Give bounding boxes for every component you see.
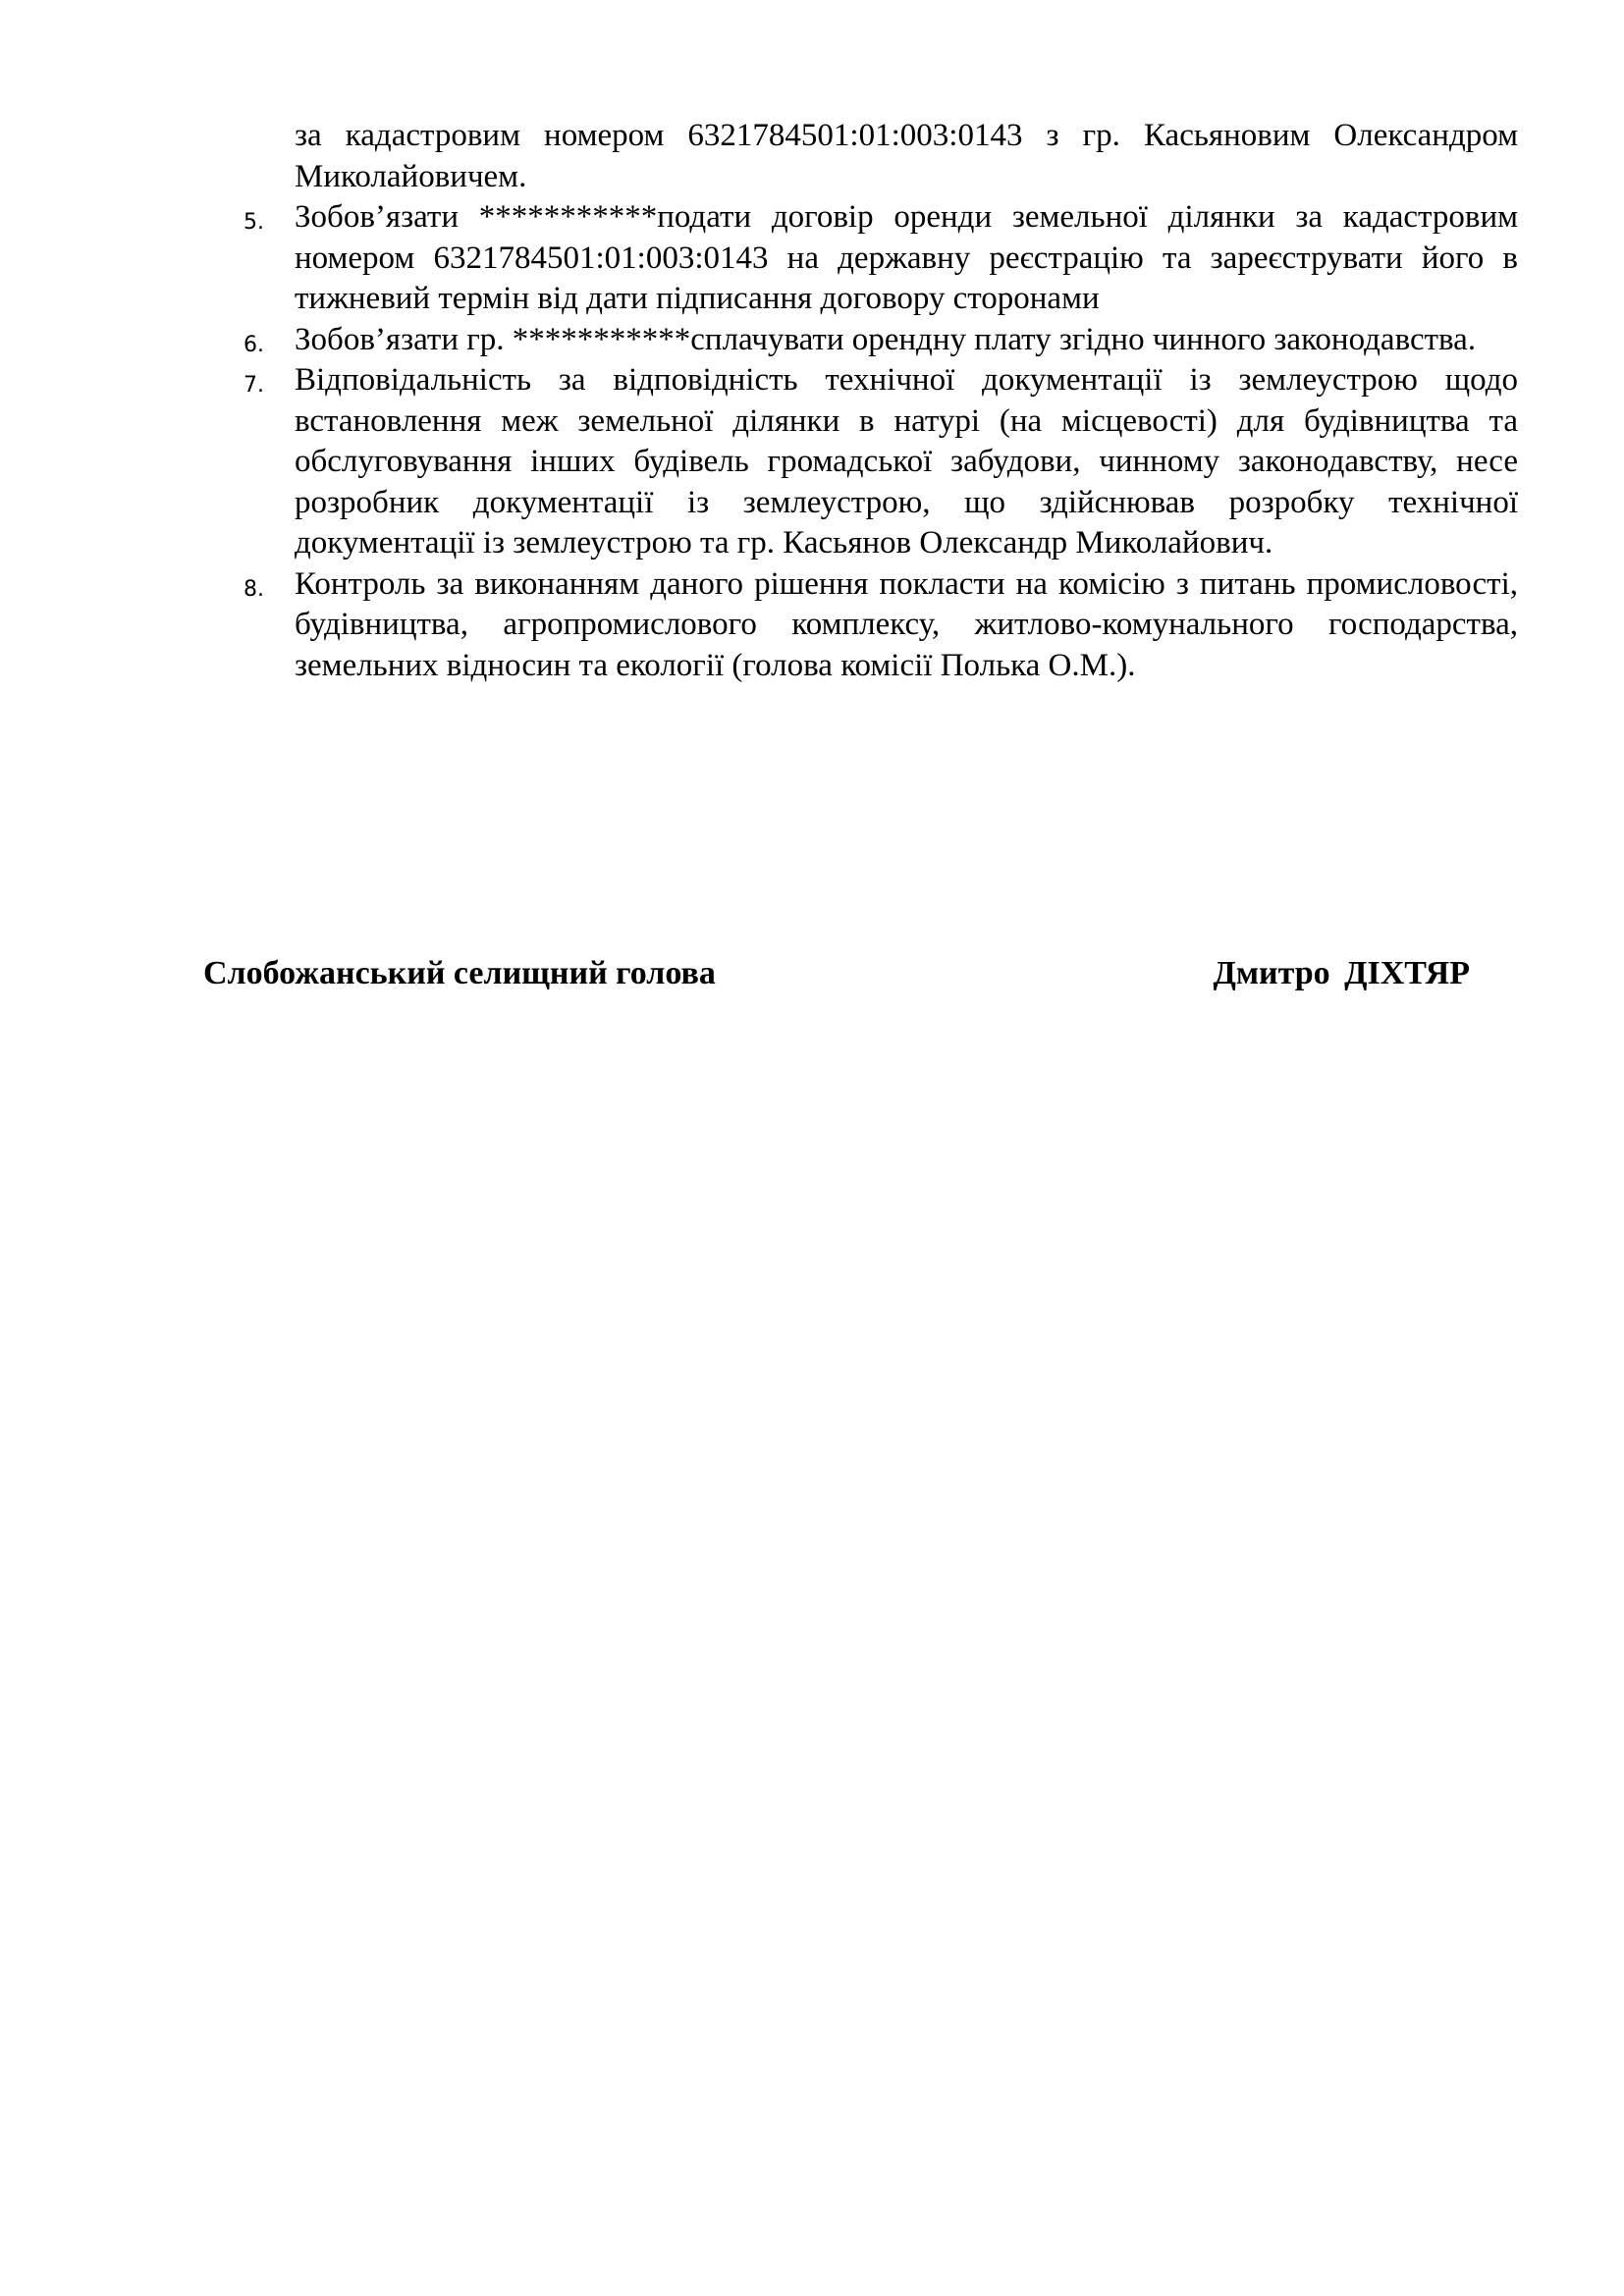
decision-items-list bbox=[244, 197, 1518, 686]
signatory-name: Дмитро ДІХТЯР bbox=[1213, 955, 1470, 991]
item-number: 6. bbox=[244, 332, 264, 357]
item-number: 7. bbox=[244, 373, 264, 398]
decision-item-5 bbox=[244, 197, 1518, 320]
decision-item-6 bbox=[244, 320, 1518, 361]
decision-item-8 bbox=[244, 564, 1518, 687]
item-text: Зобов’язати ***********подати договір оренди земельної ділянки за кадастровим номером 6321784501:01:003:0143 на державну реєстрацію та зареєструвати його в тижневий термін від дати підписання договору сторонами bbox=[295, 199, 1518, 316]
decision-item-7 bbox=[244, 360, 1518, 564]
item-text: Зобов’язати гр. ***********сплачувати орендну плату згідно чинного законодавства. bbox=[295, 321, 1477, 357]
item-text: Контроль за виконанням даного рішення покласти на комісію з питань промисловості, будівництва, агропромислового комплексу, житлово-комунального господарства, земельних відносин та екології (голова комісії Полька О.М.). bbox=[295, 565, 1518, 683]
item-text: Відповідальність за відповідність технічної документації із землеустрою щодо встановлення меж земельної ділянки в натурі (на місцевості) для будівництва та обслуговування інших будівель громадської забудови, чинному законодавству, несе розробник документації із землеустрою, що здійснював розробку технічної документації із землеустрою та гр. Касьянов Олександр Миколайович. bbox=[295, 362, 1518, 561]
item-number: 8. bbox=[244, 576, 264, 602]
signatory-title: Слобожанський селищний голова bbox=[203, 955, 716, 991]
item-number: 5. bbox=[244, 210, 264, 235]
decision-text bbox=[244, 116, 1518, 686]
continuation-paragraph: за кадастровим номером 6321784501:01:003:0143 з гр. Касьяновим Олександром Миколайовичем. bbox=[295, 118, 1518, 194]
